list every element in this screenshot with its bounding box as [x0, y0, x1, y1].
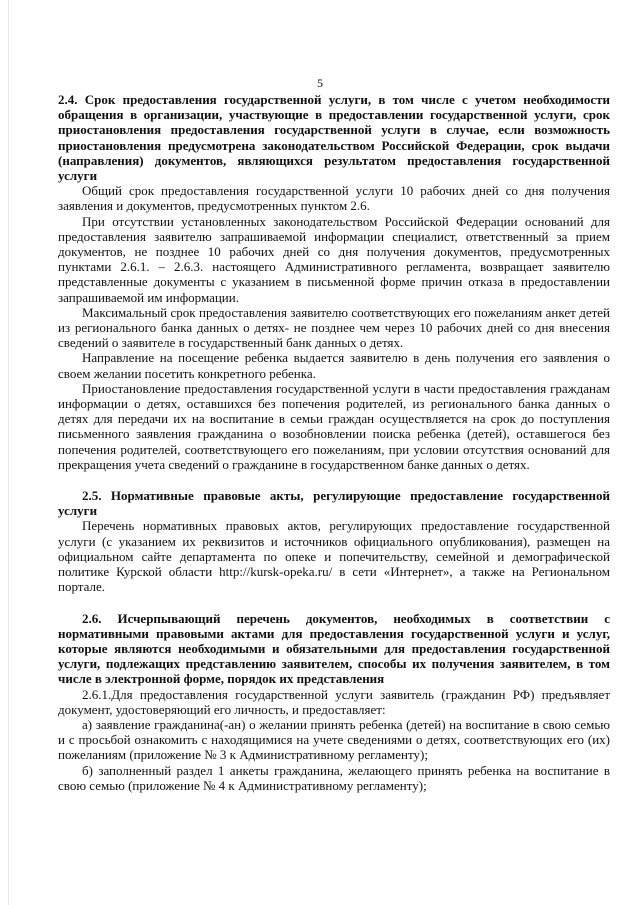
list-item: а) заявление гражданина(-ан) о желании принять ребенка (детей) на воспитание в свою семью и с просьбой ознакомить с находящимися на учете сведениями о детях, соответствующих его (их) пожеланиям (приложение № 3 к Административному регламенту); [58, 716, 610, 763]
scan-edge-line [8, 0, 9, 905]
paragraph: Максимальный срок предоставления заявителю соответствующих его пожеланиям анкет детей из регионального банка данных о детях- не позднее чем через 10 рабочих дней со дня внесения сведений о заявителе в государственный банк данных о детях. [58, 304, 610, 351]
paragraph: Общий срок предоставления государственной услуги 10 рабочих дней со дня получения заявления и документов, предусмотренных пунктом 2.6. [58, 183, 610, 214]
paragraph: При отсутствии установленных законодательством Российской Федерации оснований для предоставления заявителю запрашиваемой информации специалист, ответственный за прием документов, не позднее 10 рабочих дней со дня получения документов, предусмотренных пунктами 2.6.1. – 2.6.3. настоящего Административного регламента, возвращает заявителю представленные документы с указанием в письменной форме причин отказа в предоставлении запрашиваемой им информации. [58, 213, 610, 305]
paragraph: 2.6.1.Для предоставления государственной услуги заявитель (гражданин РФ) предъявляет документ, удостоверяющий его личность, и предоставляет: [58, 686, 610, 717]
paragraph: Направление на посещение ребенка выдается заявителю в день получения его заявления о своем желании посетить конкретного ребенка. [58, 350, 610, 381]
page-content [58, 92, 610, 793]
paragraph: Перечень нормативных правовых актов, регулирующих предоставление государственной услуги (с указанием их реквизитов и источников официального опубликования), размещен на официальном сайте департамента по опеке и попечительству, семейной и демографической политике Курской области http://kursk-opeka.ru/ в сети «Интернет», а также на Региональном портале. [58, 518, 610, 595]
section-heading: 2.6. Исчерпывающий перечень документов, необходимых в соответствии с нормативными правовыми актами для предоставления государственной услуги и услуг, которые являются необходимыми и обязательными для предоставления государственной услуги, подлежащих представлению заявителем, способы их получения заявителем, в том числе в электронной форме, порядок их представления [58, 610, 610, 687]
paragraph: Приостановление предоставления государственной услуги в части предоставления гражданам информации о детях, оставшихся без попечения родителей, из регионального банка данных о детях для передачи их на воспитание в семьи граждан осуществляется на срок до поступления письменного заявления гражданина о возобновлении поиска ребенка (детей), оставшегося без попечения родителей, соответствующего его пожеланиям, при условии отсутствия оснований для прекращения учета сведений о гражданине в государственном банке данных о детях. [58, 380, 610, 472]
list-item: б) заполненный раздел 1 анкеты гражданина, желающего принять ребенка на воспитание в свою семью (приложение № 4 к Административному регламенту); [58, 762, 610, 793]
section-heading: 2.4. Срок предоставления государственной услуги, в том числе с учетом необходимости обращения в организации, участвующие в предоставлении государственной услуги, срок приостановления предоставления государственной услуги в случае, если возможность приостановления предусмотрена законодательством Российской Федерации, срок выдачи (направления) документов, являющихся результатом предоставления государственной услуги [58, 92, 610, 184]
section-heading: 2.5. Нормативные правовые акты, регулирующие предоставление государственной услуги [58, 488, 610, 519]
page-number: 5 [317, 76, 323, 90]
